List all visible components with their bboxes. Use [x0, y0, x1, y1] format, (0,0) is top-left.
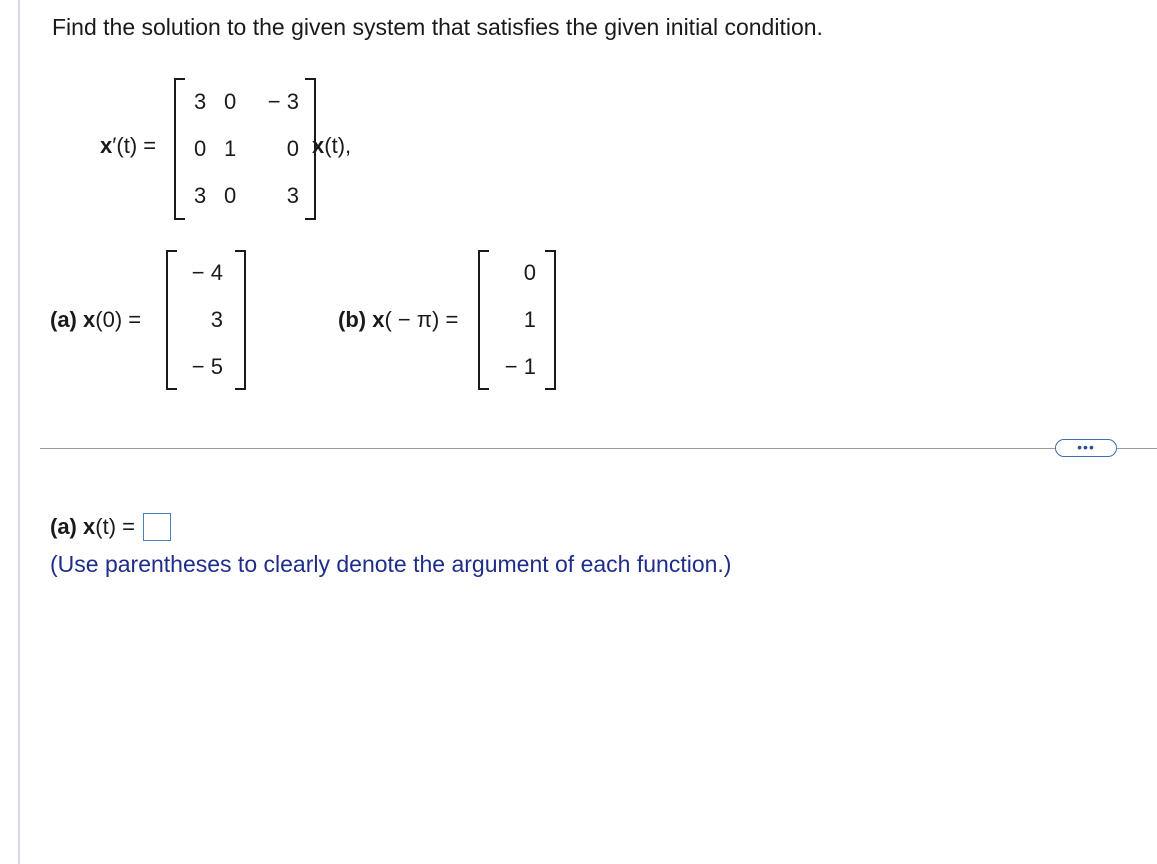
matrix-cell-r3c3: 3 [286, 183, 299, 208]
condition-a-label-rest: (0) = [95, 307, 142, 332]
answer-label-rest: (t) = [95, 514, 135, 539]
part-b-label: (b) [338, 307, 367, 332]
condition-b-label-rest: ( − π) = [384, 307, 459, 332]
x-vector-symbol: x [83, 307, 96, 332]
answer-hint: (Use parentheses to clearly denote the argument of each function.) [50, 551, 732, 577]
matrix-cell-r2c1: 0 [194, 136, 207, 161]
part-a-label: (a) [50, 307, 77, 332]
matrix-cell-r3c1: 3 [194, 183, 207, 208]
vector-b-cell-1: 0 [523, 260, 536, 285]
problem-prompt: Find the solution to the given system that satisfies the given initial condition. [52, 14, 823, 40]
matrix-cell-r2c2: 1 [224, 136, 237, 161]
vector-b-cell-3: − 1 [504, 354, 536, 379]
vector-a-cell-1: − 4 [191, 260, 223, 285]
system-lhs [100, 133, 156, 159]
matrix-left-bracket [174, 78, 185, 220]
left-margin-rule [18, 0, 20, 864]
answer-input[interactable] [143, 513, 171, 541]
vector-b-left-bracket [478, 250, 489, 390]
condition-b-label [338, 307, 458, 333]
x-vector-symbol: x [83, 514, 96, 539]
answer-row [50, 513, 171, 541]
matrix-cell-r2c3: 0 [286, 136, 299, 161]
matrix-cell-r3c2: 0 [224, 183, 237, 208]
matrix-cell-r1c3: − 3 [267, 89, 299, 114]
system-rhs [312, 133, 351, 159]
vector-a-cell-2: 3 [210, 307, 223, 332]
x-vector-symbol: x [372, 307, 385, 332]
vector-a-cell-3: − 5 [191, 354, 223, 379]
x-vector-symbol: x [100, 133, 113, 158]
condition-a-label [50, 307, 141, 333]
vector-b-right-bracket [545, 250, 556, 390]
vector-a-left-bracket [166, 250, 177, 390]
matrix-cell-r1c2: 0 [224, 89, 237, 114]
x-vector-symbol: x [312, 133, 325, 158]
vector-b-cell-2: 1 [523, 307, 536, 332]
vector-a-right-bracket [235, 250, 246, 390]
system-rhs-rest: (t), [324, 133, 352, 158]
section-divider [40, 448, 1157, 449]
system-lhs-rest: ′(t) = [112, 133, 157, 158]
matrix-cell-r1c1: 3 [194, 89, 207, 114]
answer-part-label: (a) [50, 514, 77, 539]
show-more-button[interactable]: ••• [1055, 439, 1117, 457]
